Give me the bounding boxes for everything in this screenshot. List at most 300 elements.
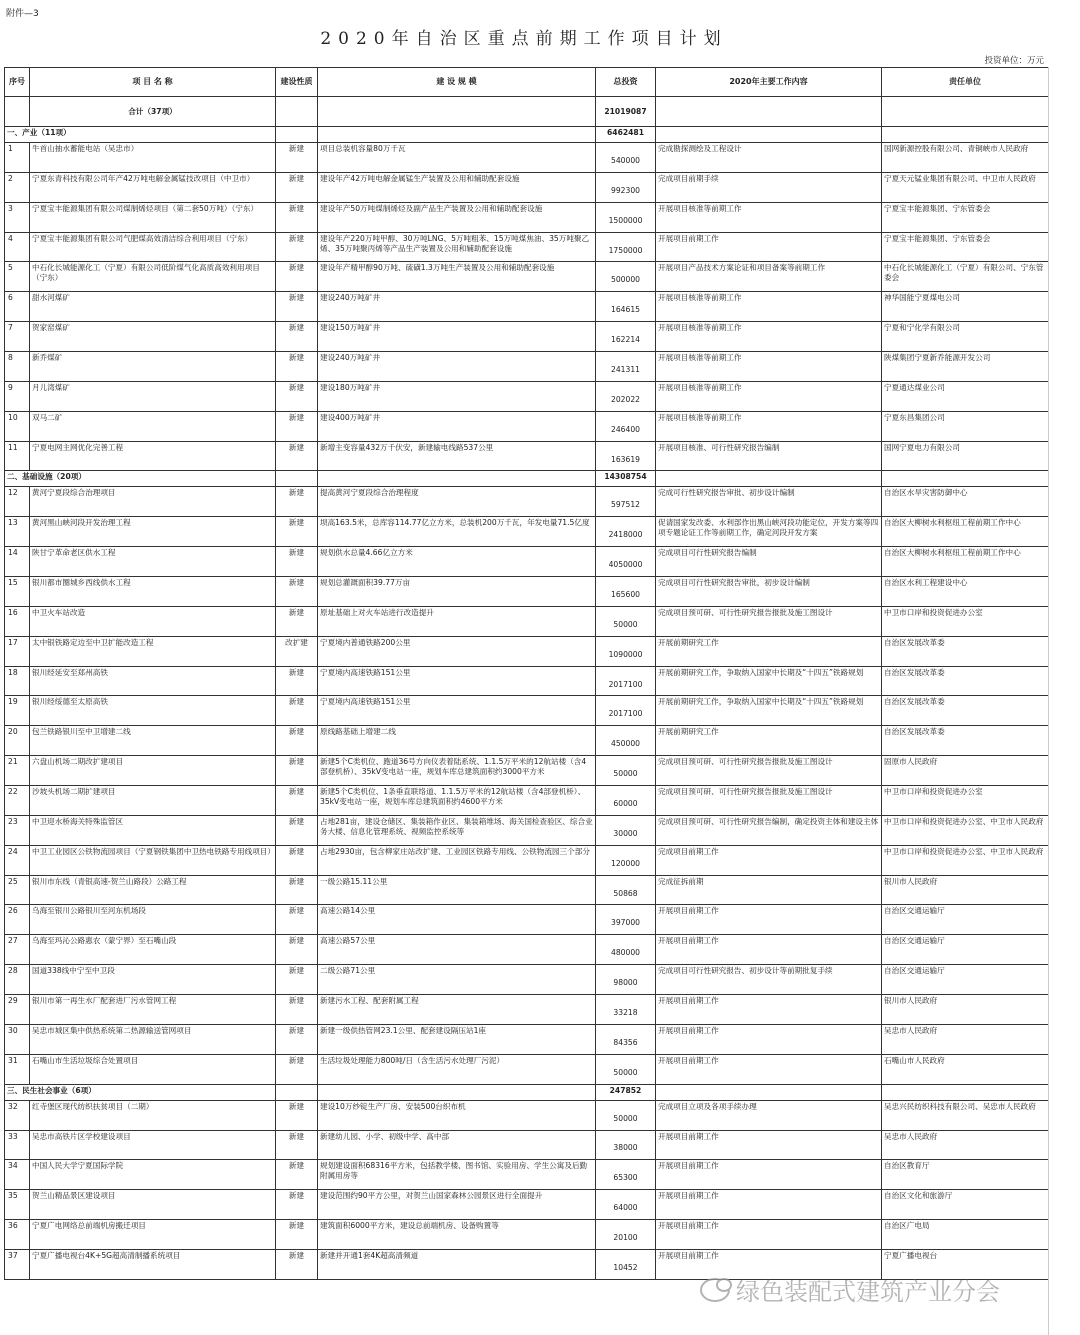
table-row [5,1160,1049,1190]
responsible-unit: 国网宁夏电力有限公司 [882,441,1049,471]
project-scale: 建设年产精甲醇90万吨、硫磺1.3万吨生产装置及公用和辅助配套设施 [318,262,596,292]
responsible-unit: 自治区发展改革委 [882,666,1049,696]
project-name: 宁夏广播电视台4K+5G超高清制播系统项目 [30,1249,276,1279]
attachment-label: 附件—3 [6,9,39,19]
watermark [700,1272,1000,1307]
project-scale: 项目总装机容量80万千瓦 [318,143,596,173]
work-content: 完成项目前期工作 [656,845,882,875]
table-row [5,411,1049,441]
table-row [5,143,1049,173]
project-scale: 宁夏境内普通铁路200公里 [318,636,596,666]
row-number: 28 [5,965,30,995]
responsible-unit: 吴忠市人民政府 [882,1024,1049,1054]
project-name: 贺兰山精品景区建设项目 [30,1190,276,1220]
responsible-unit: 自治区发展改革委 [882,726,1049,756]
row-number: 27 [5,935,30,965]
project-name: 双马二矿 [30,411,276,441]
header-no: 序号 [5,68,30,97]
table-row [5,172,1049,202]
row-number: 21 [5,756,30,786]
responsible-unit: 神华国能宁夏煤电公司 [882,292,1049,322]
project-investment: 246400 [596,411,656,441]
project-investment: 65300 [596,1160,656,1190]
project-investment: 992300 [596,172,656,202]
project-nature: 新建 [276,1160,318,1190]
section-investment: 14308754 [596,471,656,487]
project-name: 月儿湾煤矿 [30,381,276,411]
project-table [4,67,1049,1280]
project-name: 包兰铁路银川至中卫增建二线 [30,726,276,756]
project-name: 银川市第一再生水厂配套进厂污水管网工程 [30,995,276,1025]
row-number: 36 [5,1220,30,1250]
work-content: 促请国家发改委、水利部作出黑山峡河段功能定位，开发方案等四项专题论证工作等前期工作，确定河段开发方案 [656,517,882,547]
project-name: 银川市东线（青银高速-贺兰山路段）公路工程 [30,875,276,905]
work-content: 开展项目核准等前期工作 [656,202,882,232]
responsible-unit: 银川市人民政府 [882,995,1049,1025]
table-row [5,756,1049,786]
row-number: 32 [5,1100,30,1130]
project-nature: 新建 [276,726,318,756]
table-row [5,636,1049,666]
section-row [5,1084,1049,1100]
row-number: 9 [5,381,30,411]
project-name: 石嘴山市生活垃圾综合处置项目 [30,1054,276,1084]
project-name: 宁夏宝丰能源集团有限公司气肥煤高效清洁综合利用项目（宁东） [30,232,276,262]
row-number: 33 [5,1130,30,1160]
responsible-unit: 宁夏和宁化学有限公司 [882,322,1049,352]
project-investment: 163619 [596,441,656,471]
project-scale: 新建一级供热管网23.1公里、配套建设隔压站1座 [318,1024,596,1054]
project-name: 银川经绥德至太原高铁 [30,696,276,726]
header-row [5,68,1049,97]
work-content: 完成项目可行性研究报告、初步设计等前期批复手续 [656,965,882,995]
header-scale: 建 设 规 模 [318,68,596,97]
work-content: 完成可行性研究报告审批、初步设计编制 [656,487,882,517]
project-nature: 新建 [276,1190,318,1220]
work-content: 开展项目核准等前期工作 [656,322,882,352]
project-name: 黄河黑山峡河段开发治理工程 [30,517,276,547]
project-investment: 50868 [596,875,656,905]
project-scale: 建设240万吨矿井 [318,352,596,382]
project-investment: 50000 [596,606,656,636]
project-scale: 建设400万吨矿井 [318,411,596,441]
responsible-unit: 宁夏东昌集团公司 [882,411,1049,441]
responsible-unit: 自治区发展改革委 [882,696,1049,726]
header-unit: 责任单位 [882,68,1049,97]
responsible-unit: 自治区交通运输厅 [882,965,1049,995]
row-number: 17 [5,636,30,666]
project-scale: 规划建设面积68316平方米，包括教学楼、图书馆、实验用房、学生公寓及后勤附属用房等 [318,1160,596,1190]
work-content: 开展项目前期工作 [656,232,882,262]
row-number: 8 [5,352,30,382]
table-row [5,441,1049,471]
table-row [5,815,1049,845]
project-investment: 84356 [596,1024,656,1054]
project-nature: 新建 [276,815,318,845]
project-name: 宁夏广电网络总前端机房搬迁项目 [30,1220,276,1250]
table-row [5,1130,1049,1160]
work-content: 开展项目前期工作 [656,1054,882,1084]
sheet-margin [1048,67,1080,1335]
project-name: 吴忠市高铁片区学校建设项目 [30,1130,276,1160]
project-investment: 1750000 [596,232,656,262]
work-content: 开展前期研究工作，争取纳入国家中长期及“十四五”铁路规划 [656,696,882,726]
project-investment: 50000 [596,1054,656,1084]
row-number: 13 [5,517,30,547]
project-nature: 新建 [276,965,318,995]
project-investment: 60000 [596,786,656,816]
project-investment: 480000 [596,935,656,965]
project-nature: 新建 [276,232,318,262]
project-investment: 50000 [596,756,656,786]
wechat-icon [700,1278,730,1302]
project-nature: 新建 [276,322,318,352]
project-nature: 新建 [276,547,318,577]
responsible-unit: 石嘴山市人民政府 [882,1054,1049,1084]
row-number: 31 [5,1054,30,1084]
project-nature: 新建 [276,756,318,786]
work-content: 开展项目前期工作 [656,935,882,965]
responsible-unit: 自治区大柳树水利枢纽工程前期工作中心 [882,547,1049,577]
work-content: 完成项目前期手续 [656,172,882,202]
work-content: 开展前期研究工作 [656,636,882,666]
project-investment: 120000 [596,845,656,875]
project-name: 宁夏宝丰能源集团有限公司煤制烯烃项目（第二套50万吨）（宁东） [30,202,276,232]
row-number: 7 [5,322,30,352]
table-row [5,965,1049,995]
work-content: 完成项目立项及各项手续办理 [656,1100,882,1130]
row-number: 25 [5,875,30,905]
project-nature: 新建 [276,1024,318,1054]
row-number: 15 [5,577,30,607]
project-scale: 宁夏境内高速铁路151公里 [318,696,596,726]
section-row [5,471,1049,487]
responsible-unit: 宁夏通达煤业公司 [882,381,1049,411]
work-content: 开展前期研究工作 [656,726,882,756]
project-scale: 生活垃圾处理能力800吨/日（含生活污水处理厂污泥） [318,1054,596,1084]
project-scale: 建设年产220万吨甲醇、30万吨LNG、5万吨粗苯、15万吨煤焦油、35万吨聚乙烯、35万吨聚丙烯等产品生产装置及公用和辅助配套设施 [318,232,596,262]
table-row [5,1054,1049,1084]
project-scale: 新增主变容量432万千伏安，新建输电线路537公里 [318,441,596,471]
project-scale: 规划总灌溉面积39.77万亩 [318,577,596,607]
project-investment: 1500000 [596,202,656,232]
header-investment: 总投资 [596,68,656,97]
project-name: 六盘山机场二期改扩建项目 [30,756,276,786]
project-scale: 一级公路15.11公里 [318,875,596,905]
project-investment: 1090000 [596,636,656,666]
table-row [5,577,1049,607]
project-scale: 规划供水总量4.66亿立方米 [318,547,596,577]
project-name: 中卫火车站改造 [30,606,276,636]
work-content: 完成项目预可研、可行性研究报告报批及施工图设计 [656,786,882,816]
project-nature: 新建 [276,517,318,547]
table-row [5,1100,1049,1130]
table-row [5,517,1049,547]
work-content: 开展项目核准等前期工作 [656,411,882,441]
project-nature: 新建 [276,202,318,232]
work-content: 完成项目可行性研究报告编制 [656,547,882,577]
project-investment: 4050000 [596,547,656,577]
project-name: 中卫工业园区公铁物流园项目（宁夏钢铁集团中卫热电铁路专用线项目） [30,845,276,875]
responsible-unit: 银川市人民政府 [882,875,1049,905]
project-name: 中卫迎水桥海关特殊监管区 [30,815,276,845]
project-investment: 540000 [596,143,656,173]
project-nature: 新建 [276,143,318,173]
total-row [5,97,1049,127]
row-number: 19 [5,696,30,726]
project-scale: 提高黄河宁夏段综合治理程度 [318,487,596,517]
project-nature: 新建 [276,172,318,202]
responsible-unit: 宁夏宝丰能源集团、宁东管委会 [882,202,1049,232]
project-nature: 新建 [276,1100,318,1130]
project-name: 牛首山抽水蓄能电站（吴忠市） [30,143,276,173]
project-nature: 新建 [276,292,318,322]
table-row [5,292,1049,322]
project-nature: 新建 [276,381,318,411]
work-content: 完成项目可行性研究报告审批，初步设计编制 [656,577,882,607]
project-name: 银川都市圈城乡西线供水工程 [30,577,276,607]
table-row [5,487,1049,517]
project-investment: 64000 [596,1190,656,1220]
table-row [5,995,1049,1025]
project-name: 沙坡头机场二期扩建项目 [30,786,276,816]
row-number: 26 [5,905,30,935]
responsible-unit: 吴忠市人民政府 [882,1130,1049,1160]
table-row [5,696,1049,726]
project-nature: 新建 [276,352,318,382]
responsible-unit: 国网新源控股有限公司、青铜峡市人民政府 [882,143,1049,173]
project-scale: 新建幼儿园、小学、初级中学、高中部 [318,1130,596,1160]
row-number: 16 [5,606,30,636]
project-scale: 新建污水工程、配套附属工程 [318,995,596,1025]
project-investment: 397000 [596,905,656,935]
project-nature: 新建 [276,935,318,965]
investment-unit: 投资单位：万元 [984,56,1044,66]
row-number: 3 [5,202,30,232]
project-investment: 20100 [596,1220,656,1250]
project-investment: 98000 [596,965,656,995]
project-investment: 50000 [596,1100,656,1130]
header-nature: 建设性质 [276,68,318,97]
row-number: 1 [5,143,30,173]
work-content: 完成项目预可研、可行性研究报告编制，确定投资主体和建设主体 [656,815,882,845]
work-content: 开展项目产品技术方案论证和项目备案等前期工作 [656,262,882,292]
section-investment: 247852 [596,1084,656,1100]
responsible-unit: 自治区水利工程建设中心 [882,577,1049,607]
row-number: 30 [5,1024,30,1054]
project-name: 宁夏电网主网优化完善工程 [30,441,276,471]
section-label: 三、民生社会事业（6项） [5,1084,276,1100]
project-nature: 新建 [276,995,318,1025]
project-scale: 建设年产50万吨煤制烯烃及副产品生产装置及公用和辅助配套设施 [318,202,596,232]
project-investment: 165600 [596,577,656,607]
project-investment: 30000 [596,815,656,845]
page-title: 2020年自治区重点前期工作项目计划 [320,29,728,49]
table-body [5,97,1049,1280]
project-scale: 建设10万纱锭生产厂房、安装500台织布机 [318,1100,596,1130]
work-content: 完成勘探测绘及工程设计 [656,143,882,173]
table-row [5,726,1049,756]
project-scale: 建设范围约90平方公里，对贺兰山国家森林公园景区进行全面提升 [318,1190,596,1220]
project-nature: 新建 [276,1220,318,1250]
project-scale: 高速公路14公里 [318,905,596,935]
responsible-unit: 宁夏广播电视台 [882,1249,1049,1279]
table-row [5,935,1049,965]
project-name: 中国人民大学宁夏国际学院 [30,1160,276,1190]
project-name: 红寺堡区现代纺织扶贫项目（二期） [30,1100,276,1130]
project-scale: 二级公路71公里 [318,965,596,995]
responsible-unit: 中卫市口岸和投资促进办公室 [882,786,1049,816]
work-content: 开展项目前期工作 [656,905,882,935]
responsible-unit: 自治区教育厅 [882,1160,1049,1190]
work-content: 完成项目预可研、可行性研究报告报批及施工图设计 [656,606,882,636]
responsible-unit: 固原市人民政府 [882,756,1049,786]
project-scale: 宁夏境内高速铁路151公里 [318,666,596,696]
row-number: 10 [5,411,30,441]
row-number: 37 [5,1249,30,1279]
work-content: 开展项目前期工作 [656,1024,882,1054]
row-number: 34 [5,1160,30,1190]
project-name: 贺家窑煤矿 [30,322,276,352]
project-nature: 新建 [276,487,318,517]
work-content: 开展项目核准等前期工作 [656,352,882,382]
responsible-unit: 自治区文化和旅游厅 [882,1190,1049,1220]
project-nature: 新建 [276,905,318,935]
project-scale: 新建5个C类机位、1条垂直联络道、1.1.5万平米的12航站楼（含4部登机桥）、35kV变电站一座，规划车库总建筑面积约4600平方米 [318,786,596,816]
project-scale: 高速公路57公里 [318,935,596,965]
table-row [5,1024,1049,1054]
table-row [5,905,1049,935]
project-scale: 占地281亩，建设仓储区、集装箱作业区、集装箱堆场、海关国检查验区、综合业务大楼、信息化管理系统、视频监控系统等 [318,815,596,845]
row-number: 24 [5,845,30,875]
project-nature: 新建 [276,845,318,875]
project-investment: 241311 [596,352,656,382]
row-number: 5 [5,262,30,292]
project-nature: 新建 [276,666,318,696]
work-content: 开展项目核准等前期工作 [656,292,882,322]
responsible-unit: 自治区交通运输厅 [882,935,1049,965]
table-row [5,202,1049,232]
table-row [5,322,1049,352]
project-nature: 新建 [276,262,318,292]
project-nature: 新建 [276,577,318,607]
table-row [5,606,1049,636]
project-scale: 建设年产42万吨电解金属锰生产装置及公用和辅助配套设施 [318,172,596,202]
project-nature: 改扩建 [276,636,318,666]
work-content: 完成征拆前期 [656,875,882,905]
responsible-unit: 自治区水旱灾害防御中心 [882,487,1049,517]
work-content: 开展项目前期工作 [656,1130,882,1160]
responsible-unit: 中卫市口岸和投资促进办公室 [882,606,1049,636]
project-name: 中石化长城能源化工（宁夏）有限公司低阶煤气化高质高效利用项目（宁东） [30,262,276,292]
work-content: 开展项目前期工作 [656,1249,882,1279]
section-row [5,127,1049,143]
project-name: 甜水河煤矿 [30,292,276,322]
project-scale: 新建5个C类机位、跑道36号方向仪表着陆系统、1.1.5万平米的12航站楼（含4部登机桥）、35kV变电站一座，规划车库总建筑面积约3000平方米 [318,756,596,786]
row-number: 20 [5,726,30,756]
project-investment: 2017100 [596,696,656,726]
project-nature: 新建 [276,606,318,636]
project-investment: 33218 [596,995,656,1025]
table-row [5,262,1049,292]
row-number: 2 [5,172,30,202]
row-number: 22 [5,786,30,816]
project-scale: 坝高163.5米，总库容114.77亿立方米，总装机200万千瓦，年发电量71.5亿度 [318,517,596,547]
project-name: 乌海至玛沁公路惠农（蒙宁界）至石嘴山段 [30,935,276,965]
project-name: 宁夏东青科技有限公司年产42万吨电解金属锰技改项目（中卫市） [30,172,276,202]
project-scale: 原址基础上对火车站进行改造提升 [318,606,596,636]
work-content: 开展项目前期工作 [656,1220,882,1250]
header-name: 项 目 名 称 [30,68,276,97]
project-nature: 新建 [276,875,318,905]
row-number: 23 [5,815,30,845]
total-label: 合计（37项） [30,97,276,127]
work-content: 开展项目前期工作 [656,1160,882,1190]
responsible-unit: 陕煤集团宁夏新乔能源开发公司 [882,352,1049,382]
project-nature: 新建 [276,696,318,726]
project-scale: 原线路基础上增建二线 [318,726,596,756]
table-row [5,352,1049,382]
project-investment: 450000 [596,726,656,756]
project-nature: 新建 [276,1130,318,1160]
project-name: 太中银铁路定边至中卫扩能改造工程 [30,636,276,666]
project-name: 陕甘宁革命老区供水工程 [30,547,276,577]
project-investment: 38000 [596,1130,656,1160]
responsible-unit: 吴忠兴民纺织科技有限公司、吴忠市人民政府 [882,1100,1049,1130]
responsible-unit: 宁夏天元锰业集团有限公司、中卫市人民政府 [882,172,1049,202]
project-scale: 新建并开通1套4K超高清频道 [318,1249,596,1279]
responsible-unit: 自治区交通运输厅 [882,905,1049,935]
row-number: 35 [5,1190,30,1220]
row-number: 18 [5,666,30,696]
work-content: 开展项目前期工作 [656,1190,882,1220]
project-name: 银川经延安至郑州高铁 [30,666,276,696]
work-content: 开展项目核准、可行性研究报告编制 [656,441,882,471]
project-investment: 162214 [596,322,656,352]
project-name: 乌海至银川公路银川至河东机场段 [30,905,276,935]
project-name: 黄河宁夏段综合治理项目 [30,487,276,517]
project-investment: 10452 [596,1249,656,1279]
watermark-text: 绿色装配式建筑产业分会 [736,1278,1000,1306]
total-investment: 21019087 [596,97,656,127]
project-scale: 建设180万吨矿井 [318,381,596,411]
project-investment: 2418000 [596,517,656,547]
table-row [5,381,1049,411]
table-row [5,875,1049,905]
work-content: 开展前期研究工作，争取纳入国家中长期及“十四五”铁路规划 [656,666,882,696]
work-content: 开展项目核准等前期工作 [656,381,882,411]
project-name: 吴忠市城区集中供热系统第二热源输送管网项目 [30,1024,276,1054]
responsible-unit: 自治区大柳树水利枢纽工程前期工作中心 [882,517,1049,547]
table-row [5,786,1049,816]
table-row [5,547,1049,577]
work-content: 开展项目前期工作 [656,995,882,1025]
row-number: 11 [5,441,30,471]
project-name: 国道338线中宁至中卫段 [30,965,276,995]
section-label: 一、产业（11项） [5,127,276,143]
project-nature: 新建 [276,1249,318,1279]
row-number: 6 [5,292,30,322]
row-number: 4 [5,232,30,262]
header-work: 2020年主要工作内容 [656,68,882,97]
responsible-unit: 中卫市口岸和投资促进办公室、中卫市人民政府 [882,845,1049,875]
responsible-unit: 中卫市口岸和投资促进办公室、中卫市人民政府 [882,815,1049,845]
project-nature: 新建 [276,786,318,816]
row-number: 29 [5,995,30,1025]
project-investment: 2017100 [596,666,656,696]
responsible-unit: 自治区发展改革委 [882,636,1049,666]
project-scale: 建设240万吨矿井 [318,292,596,322]
